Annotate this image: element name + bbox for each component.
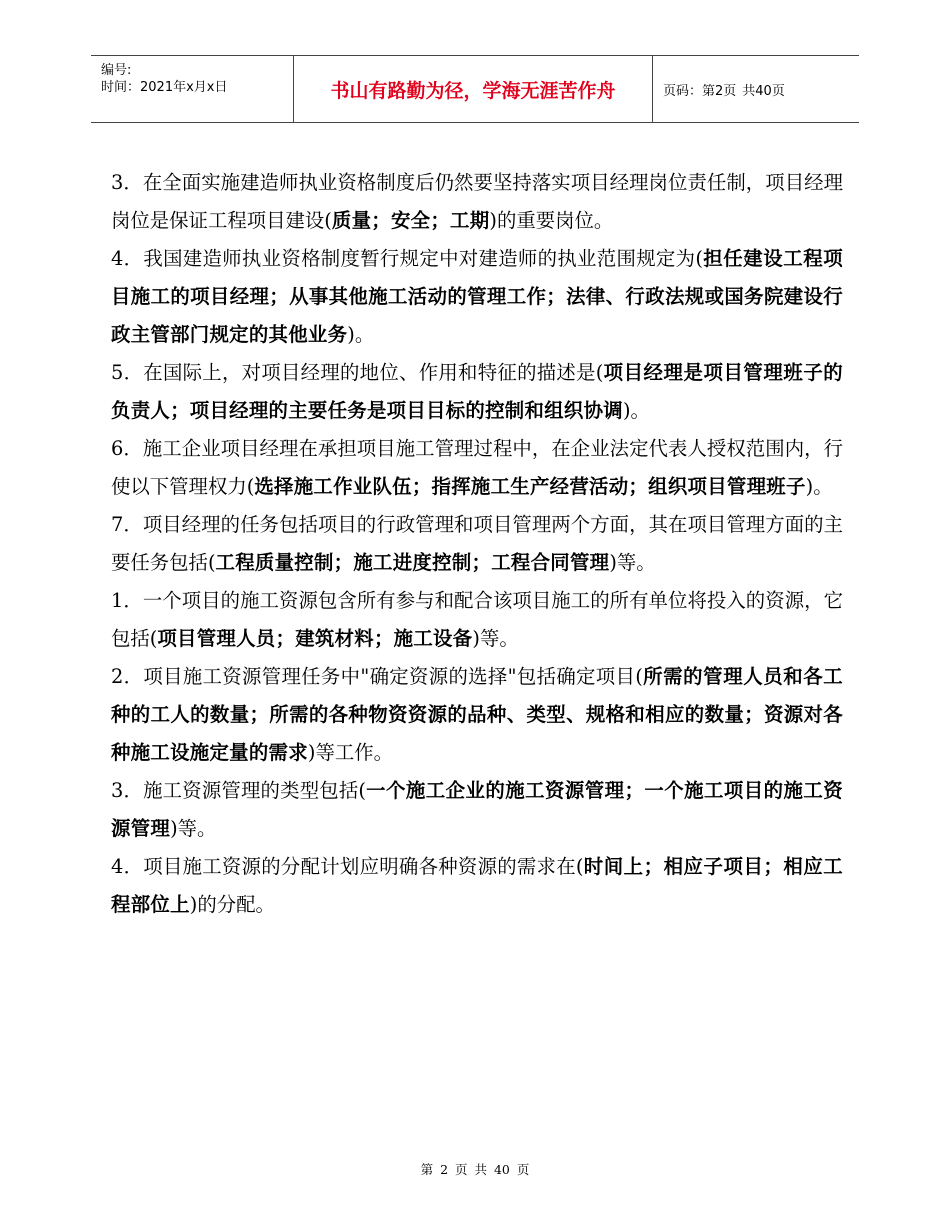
question-text: )等。 xyxy=(170,817,217,840)
question-paragraph xyxy=(111,240,843,354)
question-text: 3．施工资源管理的类型包括( xyxy=(111,779,366,802)
question-text: 5．在国际上，对项目经理的地位、作用和特征的描述是( xyxy=(111,361,604,384)
page-header xyxy=(91,55,859,123)
answer-text: 时间上；相应子项目；相应工程部位上 xyxy=(111,855,843,916)
question-paragraph xyxy=(111,658,843,772)
document-time-label: 时间：2021年x月x日 xyxy=(101,80,228,95)
answer-text: 所需的管理人员和各工种的工人的数量；所需的各种物资资源的品种、类型、规格和相应的数量；资源对各种施工设施定量的需求 xyxy=(111,665,843,764)
header-page-total: 共40页 xyxy=(742,83,785,99)
answer-text: 质量；安全；工期 xyxy=(331,209,490,232)
header-page-info xyxy=(653,56,859,122)
question-text: 2．项目施工资源管理任务中"确定资源的选择"包括确定项目( xyxy=(111,665,643,688)
question-text: )。 xyxy=(347,323,375,346)
answer-text: 项目管理人员；建筑材料；施工设备 xyxy=(157,627,473,650)
question-paragraph xyxy=(111,772,843,848)
page-footer: 第 2 页 共 40 页 xyxy=(420,1162,530,1177)
question-text: )。 xyxy=(622,399,650,422)
question-paragraph xyxy=(111,164,843,240)
question-text: )等。 xyxy=(609,551,656,574)
question-text: 7．项目经理的任务包括项目的行政管理和项目管理两个方面，其在项目管理方面的主要任务包括( xyxy=(111,513,843,574)
question-text: )的重要岗位。 xyxy=(489,209,614,232)
question-text: )等工作。 xyxy=(307,741,394,764)
header-page-number: 页码：第2页 xyxy=(663,83,737,99)
header-motto: 书山有路勤为径，学海无涯苦作舟 xyxy=(293,56,653,122)
question-paragraph xyxy=(111,582,843,658)
question-text: 6．施工企业项目经理在承担项目施工管理过程中，在企业法定代表人授权范围内，行使以下管理权力( xyxy=(111,437,843,498)
question-text: )等。 xyxy=(472,627,519,650)
question-text: )的分配。 xyxy=(189,893,275,916)
question-paragraph xyxy=(111,354,843,430)
question-text: 3．在全面实施建造师执业资格制度后仍然要坚持落实项目经理岗位责任制，项目经理岗位是保证工程项目建设( xyxy=(111,171,843,232)
answer-text: 担任建设工程项目施工的项目经理；从事其他施工活动的管理工作；法律、行政法规或国务院建设行政主管部门规定的其他业务 xyxy=(111,247,843,346)
question-paragraph xyxy=(111,430,843,506)
question-text: 4．我国建造师执业资格制度暂行规定中对建造师的执业范围规定为( xyxy=(111,247,703,270)
document-body xyxy=(111,164,843,924)
question-paragraph xyxy=(111,506,843,582)
answer-text: 选择施工作业队伍；指挥施工生产经营活动；组织项目管理班子 xyxy=(254,475,806,498)
question-text: 4．项目施工资源的分配计划应明确各种资源的需求在( xyxy=(111,855,584,878)
question-paragraph xyxy=(111,848,843,924)
header-meta xyxy=(91,56,293,122)
question-text: 1．一个项目的施工资源包含所有参与和配合该项目施工的所有单位将投入的资源，它包括( xyxy=(111,589,843,650)
question-text: )。 xyxy=(805,475,833,498)
document-number-label: 编号: xyxy=(101,63,132,78)
answer-text: 项目经理是项目管理班子的负责人；项目经理的主要任务是项目目标的控制和组织协调 xyxy=(111,361,843,422)
answer-text: 一个施工企业的施工资源管理；一个施工项目的施工资源管理 xyxy=(111,779,844,840)
answer-text: 工程质量控制；施工进度控制；工程合同管理 xyxy=(215,551,610,574)
